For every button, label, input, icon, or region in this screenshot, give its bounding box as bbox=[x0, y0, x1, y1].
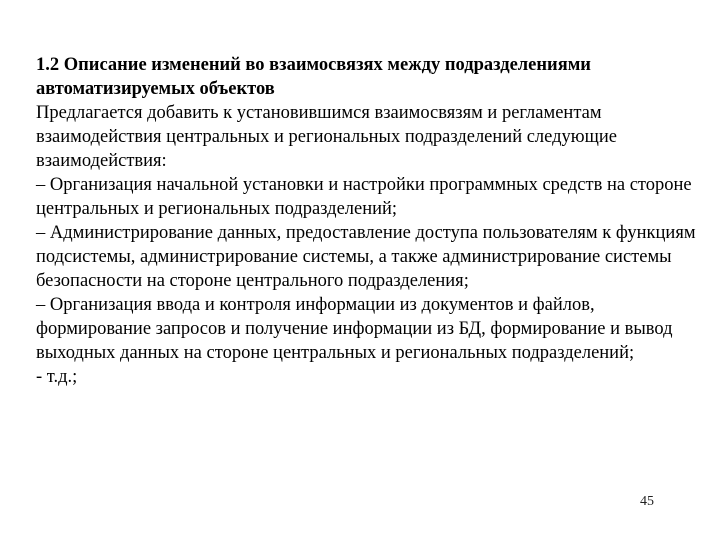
dash-marker: – bbox=[36, 223, 46, 243]
list-item bbox=[36, 173, 696, 221]
list-item-text: т.д.; bbox=[46, 367, 78, 387]
list-item bbox=[36, 293, 696, 365]
dash-marker: - bbox=[36, 367, 43, 387]
dash-marker: – bbox=[36, 295, 46, 315]
list-item bbox=[36, 365, 696, 389]
list-item-text: Организация начальной установки и настройки программных средств на стороне центральных и региональных подразделений; bbox=[36, 175, 692, 219]
list-item-text: Администрирование данных, предоставление доступа пользователям к функциям подсистемы, администрирование системы, а также администрирование системы безопасности на стороне центрального подразделения; bbox=[36, 223, 696, 291]
list-item-text: Организация ввода и контроля информации из документов и файлов, формирование запросов и получение информации из БД, формирование и вывод выходных данных на стороне центральных и региональных подразделений; bbox=[36, 295, 673, 363]
intro-paragraph: Предлагается добавить к установившимся взаимосвязям и регламентам взаимодействия центральных и региональных подразделений следующие взаимодействия: bbox=[36, 103, 617, 171]
section-heading: 1.2 Описание изменений во взаимосвязях между подразделениями автоматизируемых объектов bbox=[36, 55, 591, 99]
dash-marker: – bbox=[36, 175, 46, 195]
list-item bbox=[36, 221, 696, 293]
page-number: 45 bbox=[640, 494, 654, 509]
slide-content bbox=[36, 53, 696, 389]
